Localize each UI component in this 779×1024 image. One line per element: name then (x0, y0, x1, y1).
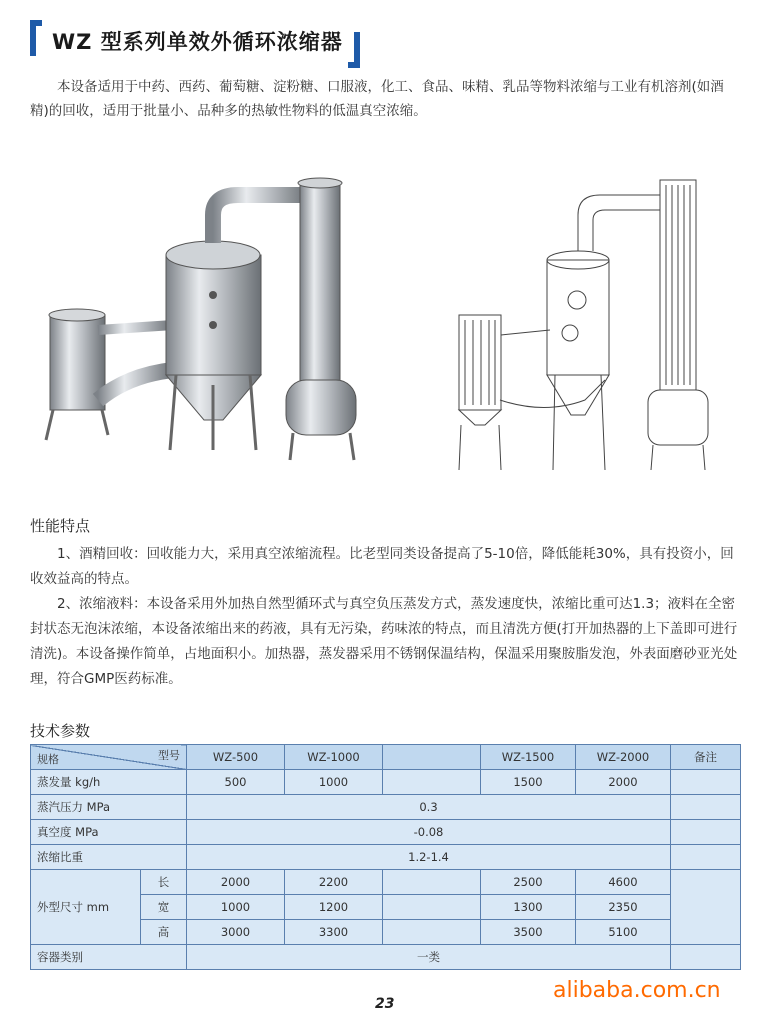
table-cell: 2500 (481, 870, 576, 895)
model-header: WZ-1500 (481, 745, 576, 770)
table-row (31, 945, 741, 970)
title-bracket-right (354, 32, 360, 68)
remark-header: 备注 (671, 745, 741, 770)
table-cell: 1500 (481, 770, 576, 795)
model-header: WZ-500 (187, 745, 285, 770)
table-cell: 3000 (187, 920, 285, 945)
table-cell: 0.3 (187, 795, 671, 820)
page-title: WZ 型系列单效外循环浓缩器 (52, 30, 343, 54)
table-cell (671, 820, 741, 845)
table-cell: 2000 (576, 770, 671, 795)
table-cell: 1.2-1.4 (187, 845, 671, 870)
title-block (30, 20, 360, 68)
model-header: WZ-1000 (285, 745, 383, 770)
row-label: 真空度 MPa (31, 820, 187, 845)
table-cell: 1200 (285, 895, 383, 920)
table-cell: 1300 (481, 895, 576, 920)
product-photo (38, 175, 383, 475)
table-cell: 4600 (576, 870, 671, 895)
table-cell (671, 945, 741, 970)
sub-label: 长 (141, 870, 187, 895)
table-row (31, 770, 741, 795)
schematic-drawing (455, 175, 720, 475)
spec-title: 技术参数 (30, 722, 91, 740)
row-label: 容器类别 (31, 945, 187, 970)
table-cell: 3300 (285, 920, 383, 945)
corner-spec-label: 规格 (37, 753, 59, 766)
feature-item-2: 2、浓缩液料：本设备采用外加热自然型循环式与真空负压蒸发方式，蒸发速度快，浓缩比重可达1.3；液料在全密封状态无泡沫浓缩，本设备浓缩出来的药液，具有无污染，药味浓的特点，而且清洗方便(打开加热器的上下盖即可进行清洗)。本设备操作简单，占地面积小。加热器，蒸发器采用不锈钢保温结构，保温采用聚胺脂发泡，外表面磨砂亚光处理，符合GMP医药标准。 (30, 596, 738, 687)
spec-table (30, 744, 741, 970)
spec-header-row (31, 745, 741, 770)
table-cell: 一类 (187, 945, 671, 970)
table-cell (383, 870, 481, 895)
table-cell: 1000 (187, 895, 285, 920)
intro-paragraph: 本设备适用于中药、西药、葡萄糖、淀粉糖、口服液，化工、食品、味精、乳品等物料浓缩与工业有机溶剂(如酒精)的回收，适用于批量小、品种多的热敏性物料的低温真空浓缩。 (30, 79, 724, 119)
table-cell: 1000 (285, 770, 383, 795)
table-cell: 3500 (481, 920, 576, 945)
table-cell: -0.08 (187, 820, 671, 845)
row-label: 蒸发量 kg/h (31, 770, 187, 795)
table-cell: 5100 (576, 920, 671, 945)
table-cell (671, 770, 741, 795)
row-label: 浓缩比重 (31, 845, 187, 870)
table-cell (383, 920, 481, 945)
table-cell (383, 895, 481, 920)
corner-model-label: 型号 (158, 749, 180, 762)
features-list (30, 542, 740, 692)
title-bracket-left (30, 20, 36, 56)
table-cell (671, 795, 741, 820)
page-number: 23 (375, 996, 395, 1012)
table-cell: 2000 (187, 870, 285, 895)
model-header (383, 745, 481, 770)
table-row (31, 795, 741, 820)
spec-corner-cell (31, 745, 187, 770)
table-cell (671, 845, 741, 870)
table-cell: 2200 (285, 870, 383, 895)
table-row (31, 845, 741, 870)
sub-label: 高 (141, 920, 187, 945)
table-cell: 500 (187, 770, 285, 795)
table-cell (383, 770, 481, 795)
model-header: WZ-2000 (576, 745, 671, 770)
sub-label: 宽 (141, 895, 187, 920)
features-title: 性能特点 (30, 517, 91, 535)
row-label: 外型尺寸 mm (31, 870, 141, 945)
table-row (31, 870, 741, 895)
feature-item-1: 1、酒精回收：回收能力大，采用真空浓缩流程。比老型同类设备提高了5-10倍，降低能耗30%，具有投资小，回收效益高的特点。 (30, 546, 734, 587)
watermark: alibaba.com.cn (553, 978, 721, 1003)
table-cell: 2350 (576, 895, 671, 920)
table-cell (671, 870, 741, 945)
table-row (31, 820, 741, 845)
row-label: 蒸汽压力 MPa (31, 795, 187, 820)
